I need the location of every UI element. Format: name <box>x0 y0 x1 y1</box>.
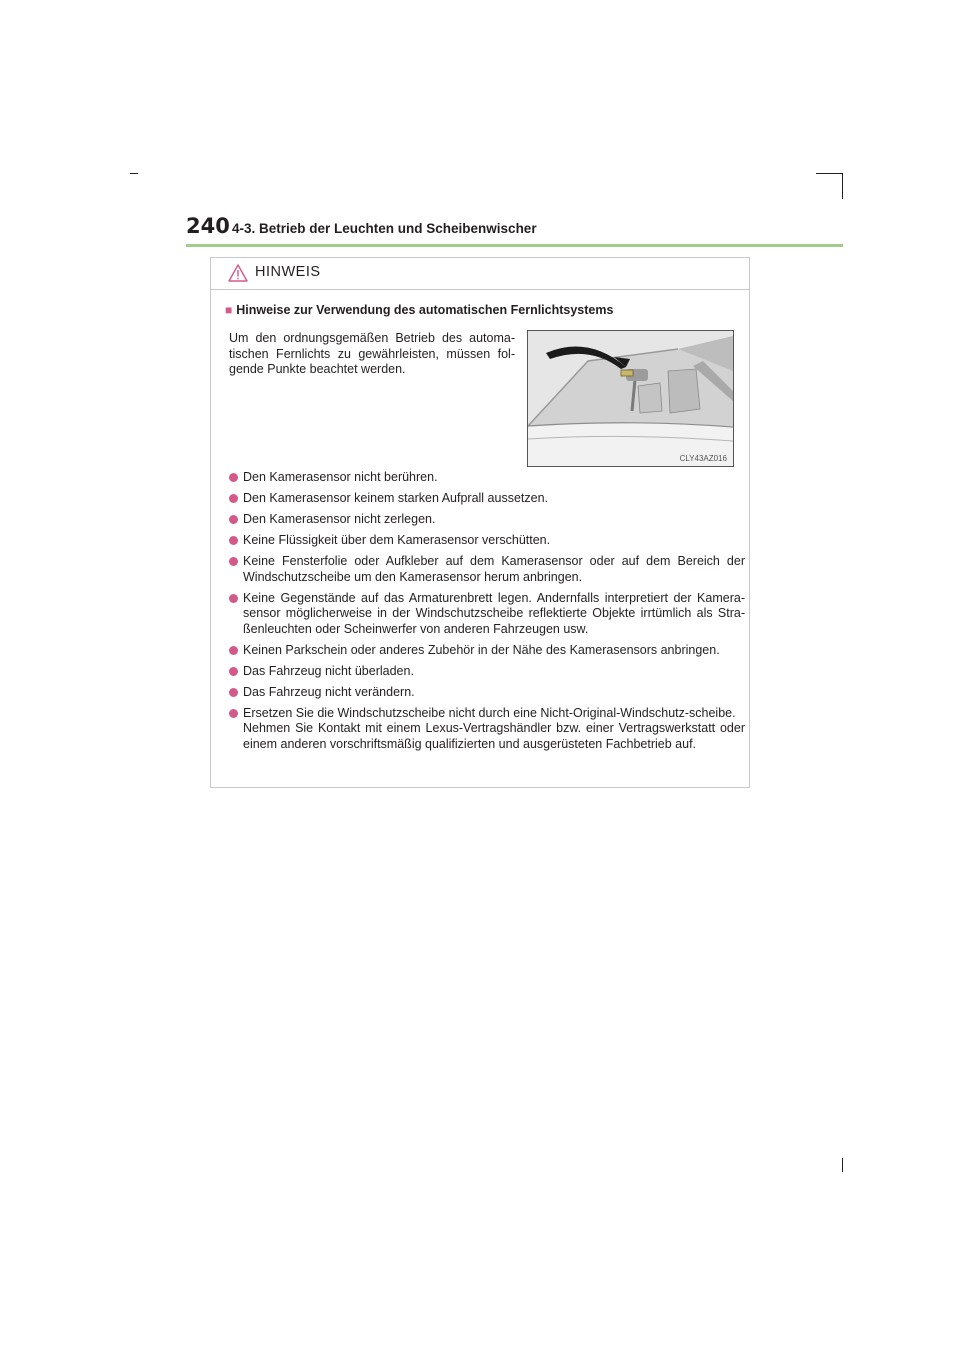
crop-mark <box>842 173 843 199</box>
bullet-list <box>229 470 745 758</box>
intro-text: Um den ordnungsgemäßen Betrieb des automa-tischen Fernlichts zu gewährleisten, müssen fol-gende Punkte beachtet werden. <box>229 331 515 376</box>
bullet-dot-icon <box>229 515 238 524</box>
list-item-text: Keinen Parkschein oder anderes Zubehör in der Nähe des Kamerasensors anbringen. <box>243 642 720 657</box>
list-item-text: Den Kamerasensor nicht berühren. <box>243 470 438 484</box>
bullet-dot-icon <box>229 709 238 718</box>
bullet-dot-icon <box>229 473 238 482</box>
crop-mark <box>816 173 842 174</box>
notice-header <box>211 258 749 290</box>
bullet-dot-icon <box>229 667 238 676</box>
list-item <box>229 470 745 486</box>
warning-triangle-icon <box>228 264 248 282</box>
bullet-dot-icon <box>229 536 238 545</box>
list-item-text: Den Kamerasensor nicht zerlegen. <box>243 512 436 526</box>
square-bullet-icon: ■ <box>225 303 233 317</box>
list-item <box>229 685 745 701</box>
list-item <box>229 664 745 680</box>
list-item-text: Keine Gegenstände auf das Armaturenbrett legen. Andernfalls interpretiert der Kamera-sensor möglicherweise in der Windschutzscheibe reflektierte Objekte irrtümlich als Stra-ßenleuchten oder Scheinwerfer von anderen Fahrzeugen usw. <box>243 590 745 636</box>
list-item-text: Das Fahrzeug nicht verändern. <box>243 684 415 699</box>
list-item-text: Keine Flüssigkeit über dem Kamerasensor verschütten. <box>243 533 551 547</box>
list-item <box>229 491 745 507</box>
bullet-dot-icon <box>229 646 238 655</box>
list-item-text: Keine Fensterfolie oder Aufkleber auf dem Kamerasensor oder auf dem Bereich der Windschutzscheibe um den Kamerasensor herum anbringen. <box>243 554 745 584</box>
notice-subheading-text: Hinweise zur Verwendung des automatischen Fernlichtsystems <box>236 303 614 317</box>
section-title: 4-3. Betrieb der Leuchten und Scheibenwischer <box>232 221 537 236</box>
bullet-dot-icon <box>229 688 238 697</box>
list-item-text: Das Fahrzeug nicht überladen. <box>243 663 414 678</box>
list-item <box>229 554 745 585</box>
notice-box <box>210 257 750 788</box>
list-item-text: Den Kamerasensor keinem starken Aufprall aussetzen. <box>243 491 549 505</box>
notice-subheading <box>225 303 613 317</box>
bullet-dot-icon <box>229 594 238 603</box>
windshield-camera-drawing <box>528 331 733 466</box>
list-item <box>229 533 745 549</box>
list-item-text: Ersetzen Sie die Windschutzscheibe nicht durch eine Nicht-Original-Windschutz-scheibe. Nehmen Sie Kontakt mit einem Lexus-Vertragshändler bzw. einer Vertragswerkstatt oder einem anderen vorschriftsmäßig qualifizierten und ausgerüsteten Fachbetrieb auf. <box>243 705 745 751</box>
list-item <box>229 706 745 753</box>
list-item <box>229 643 745 659</box>
crop-mark <box>130 173 138 174</box>
bullet-dot-icon <box>229 494 238 503</box>
header-rule <box>186 244 843 247</box>
list-item <box>229 512 745 528</box>
crop-mark <box>842 1158 843 1172</box>
illustration-code: CLY43AZ016 <box>679 454 727 463</box>
bullet-dot-icon <box>229 557 238 566</box>
page-number: 240 <box>186 214 230 238</box>
notice-title: HINWEIS <box>255 264 321 280</box>
list-item <box>229 591 745 638</box>
windshield-camera-illustration <box>527 330 734 467</box>
